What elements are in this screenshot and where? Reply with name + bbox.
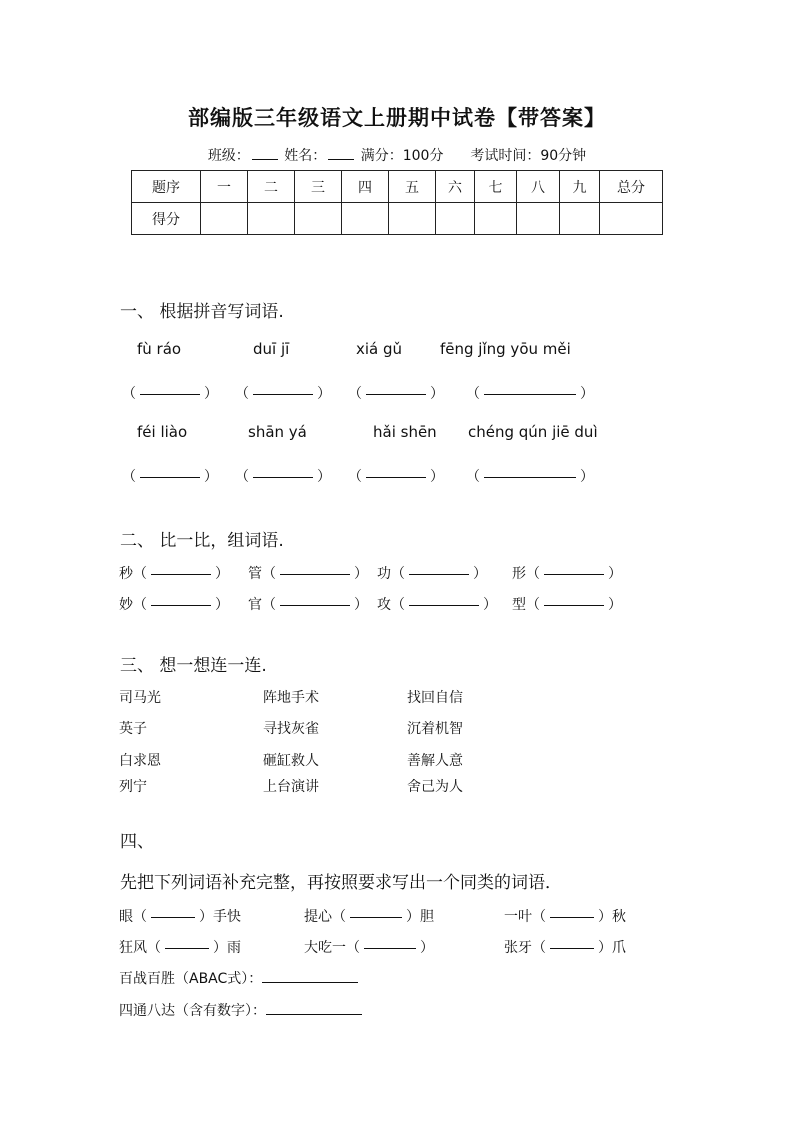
- full-score: 满分：100分: [360, 148, 444, 164]
- number-answer-line[interactable]: [266, 1002, 362, 1015]
- section2-title: 二、 比一比，组词语.: [120, 531, 284, 551]
- page-title: 部编版三年级语文上册期中试卷【带答案】: [188, 106, 606, 130]
- score-cell[interactable]: [560, 203, 600, 235]
- answer-blank[interactable]: （ ）: [348, 469, 444, 485]
- match-item[interactable]: 寻找灰雀: [263, 721, 319, 737]
- match-item[interactable]: 阵地手术: [263, 690, 319, 706]
- score-header: 一: [201, 171, 248, 203]
- score-table: [131, 170, 663, 235]
- exam-time: 考试时间：90分钟: [470, 148, 587, 164]
- match-item[interactable]: 舍己为人: [407, 779, 463, 795]
- name-blank[interactable]: [328, 149, 354, 160]
- match-item[interactable]: 上台演讲: [263, 779, 319, 795]
- score-cell[interactable]: [517, 203, 560, 235]
- exam-info: [0, 145, 794, 165]
- match-item[interactable]: 善解人意: [407, 753, 463, 769]
- word-blank[interactable]: 形（ ）: [512, 566, 622, 582]
- idiom-blank[interactable]: 提心（ ）胆: [304, 909, 434, 925]
- pinyin: fù ráo: [137, 340, 182, 358]
- idiom-blank[interactable]: 狂风（ ）雨: [119, 940, 241, 956]
- answer-blank[interactable]: （ ）: [122, 386, 218, 402]
- score-row-label: 得分: [132, 203, 201, 235]
- answer-blank[interactable]: （ ）: [348, 386, 444, 402]
- word-blank[interactable]: 功（ ）: [377, 566, 487, 582]
- answer-blank[interactable]: （ ）: [466, 469, 594, 485]
- score-header: 七: [475, 171, 517, 203]
- match-item[interactable]: 英子: [119, 721, 147, 737]
- score-header: 三: [295, 171, 342, 203]
- match-item[interactable]: 找回自信: [407, 690, 463, 706]
- name-label: 姓名：: [284, 148, 327, 164]
- score-header: 八: [517, 171, 560, 203]
- score-header-row: [132, 171, 663, 203]
- abac-answer-line[interactable]: [262, 970, 358, 983]
- pinyin: duī jī: [253, 340, 290, 358]
- match-item[interactable]: 白求恩: [119, 753, 161, 769]
- word-blank[interactable]: 攻（ ）: [377, 597, 497, 613]
- score-cell[interactable]: [295, 203, 342, 235]
- pinyin: fēng jǐng yōu měi: [440, 340, 571, 358]
- idiom-blank[interactable]: 一叶（ ）秋: [504, 909, 626, 925]
- answer-blank[interactable]: （ ）: [466, 386, 594, 402]
- answer-blank[interactable]: （ ）: [235, 469, 331, 485]
- match-item[interactable]: 沉着机智: [407, 721, 463, 737]
- score-cell[interactable]: [201, 203, 248, 235]
- word-blank[interactable]: 管（ ）: [248, 566, 368, 582]
- word-blank[interactable]: 官（ ）: [248, 597, 368, 613]
- word-blank[interactable]: 秒（ ）: [119, 566, 229, 582]
- word-blank[interactable]: 型（ ）: [512, 597, 622, 613]
- match-item[interactable]: 列宁: [119, 779, 147, 795]
- score-header: 总分: [600, 171, 663, 203]
- score-cell[interactable]: [342, 203, 389, 235]
- score-cell[interactable]: [248, 203, 295, 235]
- score-header: 四: [342, 171, 389, 203]
- score-row: [132, 203, 663, 235]
- class-blank[interactable]: [252, 149, 278, 160]
- score-cell[interactable]: [436, 203, 475, 235]
- idiom-blank[interactable]: 大吃一（ ）: [304, 940, 434, 956]
- pinyin: shān yá: [248, 423, 307, 441]
- score-header: 二: [248, 171, 295, 203]
- section1-title: 一、 根据拼音写词语.: [120, 302, 284, 322]
- pinyin: féi liào: [137, 423, 188, 441]
- pinyin: chéng qún jiē duì: [468, 423, 598, 441]
- pinyin: hǎi shēn: [373, 423, 437, 441]
- answer-blank[interactable]: （ ）: [122, 469, 218, 485]
- score-cell[interactable]: [475, 203, 517, 235]
- section4-title: 四、: [120, 832, 154, 852]
- score-header: 题序: [132, 171, 201, 203]
- score-header: 六: [436, 171, 475, 203]
- answer-blank[interactable]: （ ）: [235, 386, 331, 402]
- match-item[interactable]: 司马光: [119, 690, 161, 706]
- number-question: 四通八达（含有数字）：: [119, 1000, 362, 1020]
- score-header: 九: [560, 171, 600, 203]
- word-blank[interactable]: 妙（ ）: [119, 597, 229, 613]
- idiom-blank[interactable]: 眼（ ）手快: [119, 909, 241, 925]
- abac-question: 百战百胜（ABAC式）：: [119, 968, 358, 988]
- score-cell[interactable]: [600, 203, 663, 235]
- class-label: 班级：: [207, 148, 250, 164]
- idiom-blank[interactable]: 张牙（ ）爪: [504, 940, 626, 956]
- score-header: 五: [389, 171, 436, 203]
- pinyin: xiá gǔ: [356, 340, 403, 358]
- score-cell[interactable]: [389, 203, 436, 235]
- match-item[interactable]: 砸缸救人: [263, 753, 319, 769]
- section4-instruction: 先把下列词语补充完整，再按照要求写出一个同类的词语．: [120, 873, 562, 893]
- section3-title: 三、 想一想连一连.: [120, 656, 267, 676]
